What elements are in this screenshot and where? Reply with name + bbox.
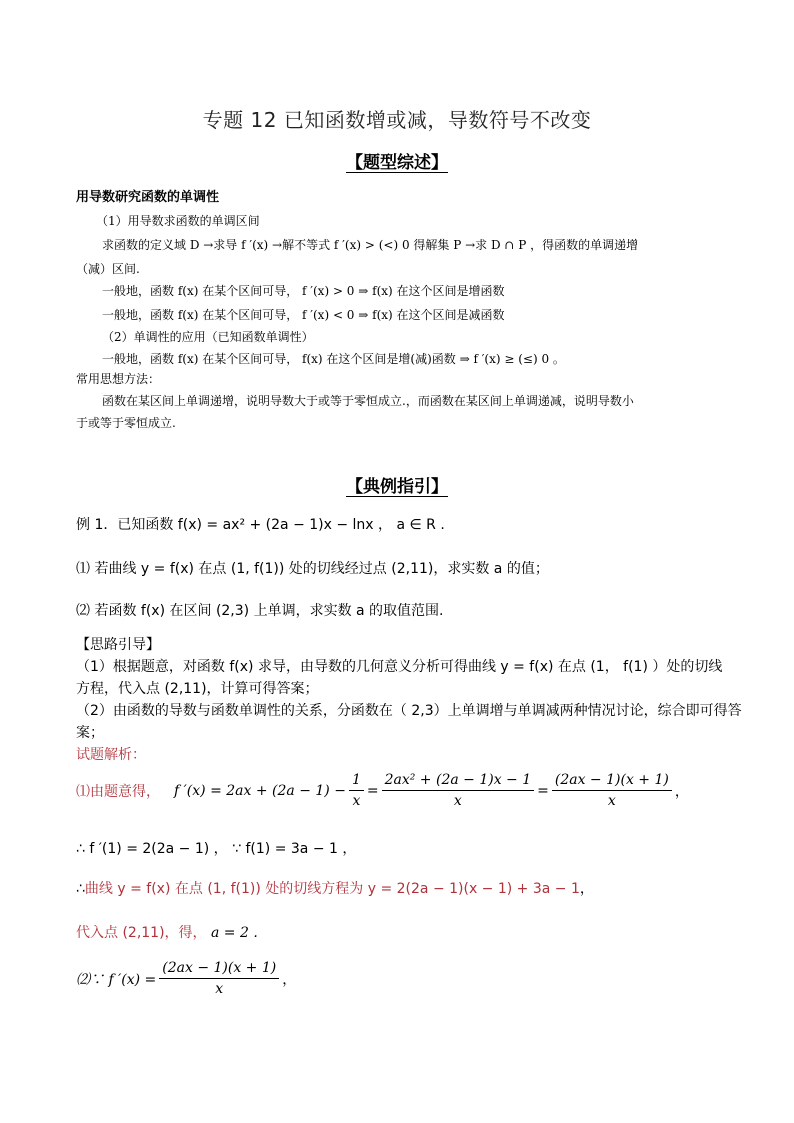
fraction-derivative bbox=[159, 960, 279, 997]
hint2-line-b: 案； bbox=[76, 725, 104, 741]
answer-a: a = 2 . bbox=[206, 925, 258, 941]
fraction-denominator: x bbox=[453, 793, 462, 809]
question2: ⑵ 若函数 f(x) 在区间 (2,3) 上单调，求实数 a 的取值范围. bbox=[76, 603, 444, 619]
substitute-point-text: 代入点 (2,11)，得， bbox=[76, 925, 207, 941]
step5-tail: ， bbox=[282, 971, 297, 988]
fraction-factored bbox=[552, 772, 672, 809]
method-line-a: 函数在某区间上单调递增，说明导数大于或等于零恒成立.，而函数在某区间上单调递减，说明导数小 bbox=[102, 394, 634, 408]
solution-step3 bbox=[76, 878, 594, 898]
overview-line2a: 求函数的定义域 D →求导 f ′(x) →解不等式 f ′(x) > (<) 0 得解集 P →求 D ∩ P ，得函数的单调递增 bbox=[102, 238, 639, 252]
hint-label: 【思路引导】 bbox=[76, 637, 160, 653]
solution-step1 bbox=[76, 772, 689, 809]
overview-line3: 一般地，函数 f(x) 在某个区间可导， f ′(x) > 0 ⇒ f(x) 在这个区间是增函数 bbox=[102, 284, 505, 298]
step3-tail: ， bbox=[579, 881, 594, 897]
fraction-1-over-x bbox=[349, 772, 364, 809]
solution-label: 试题解析： bbox=[76, 747, 146, 763]
overview-line2b: （减）区间. bbox=[76, 262, 140, 276]
fraction-numerator: 2ax² + (2a − 1)x − 1 bbox=[382, 772, 535, 791]
step1-tail: ， bbox=[674, 783, 689, 800]
example1-statement: 例 1．已知函数 f(x) = ax² + (2a − 1)x − lnx ， a ∈ R . bbox=[76, 517, 445, 533]
item1-label: （1）用导数求函数的单调区间 bbox=[96, 214, 260, 228]
hint1-line-a: （1）根据题意，对函数 f(x) 求导，由导数的几何意义分析可得曲线 y = f(x) 在点 (1， f(1) ）处的切线 bbox=[76, 659, 723, 675]
step1-prefix: ⑴由题意得， bbox=[76, 783, 160, 800]
fraction-expanded bbox=[382, 772, 535, 809]
item2-label: （2）单调性的应用（已知函数单调性） bbox=[102, 330, 314, 344]
equals-sign: = bbox=[366, 782, 379, 799]
hint2-line-a: （2）由函数的导数与函数单调性的关系，分函数在（ 2,3）上单调增与单调减两种情况讨论，综合即可得答 bbox=[76, 703, 742, 719]
solution-step5 bbox=[76, 960, 296, 997]
overview-heading: 【题型综述】 bbox=[346, 153, 448, 173]
fraction-numerator: (2ax − 1)(x + 1) bbox=[552, 772, 672, 791]
solution-step2: ∴ f ′(1) = 2(2a − 1) ， ∵ f(1) = 3a − 1 ， bbox=[76, 841, 357, 857]
method-label: 常用思想方法： bbox=[76, 372, 161, 386]
hint1-line-b: 方程，代入点 (2,11)，计算可得答案； bbox=[76, 681, 319, 697]
tangent-line-text: 曲线 y = f(x) 在点 (1, f(1)) 处的切线方程为 y = 2(2a − 1)(x − 1) + 3a − 1 bbox=[84, 881, 580, 897]
fraction-denominator: x bbox=[215, 981, 224, 997]
fraction-denominator: x bbox=[607, 793, 616, 809]
method-line-b: 于或等于零恒成立. bbox=[76, 416, 176, 430]
step5-prefix: ⑵∵ f ′(x) = bbox=[76, 971, 157, 988]
overview-subtitle: 用导数研究函数的单调性 bbox=[76, 190, 220, 205]
overview-line6: 一般地，函数 f(x) 在某个区间可导， f(x) 在这个区间是增(减)函数 ⇒ f ′(x) ≥ (≤) 0 。 bbox=[102, 352, 565, 366]
examples-heading: 【典例指引】 bbox=[346, 477, 448, 497]
step1-lhs: f ′(x) = 2ax + (2a − 1) − bbox=[174, 782, 346, 799]
question1: ⑴ 若曲线 y = f(x) 在点 (1, f(1)) 处的切线经过点 (2,11)，求实数 a 的值； bbox=[76, 561, 549, 577]
page-title: 专题 12 已知函数增或减，导数符号不改变 bbox=[202, 108, 592, 132]
solution-step4 bbox=[76, 922, 258, 942]
fraction-denominator: x bbox=[352, 793, 361, 809]
fraction-numerator: (2ax − 1)(x + 1) bbox=[159, 960, 279, 979]
therefore-symbol: ∴ bbox=[76, 881, 85, 897]
equals-sign: = bbox=[537, 782, 549, 799]
fraction-numerator: 1 bbox=[349, 772, 364, 791]
overview-line4: 一般地，函数 f(x) 在某个区间可导， f ′(x) < 0 ⇒ f(x) 在这个区间是减函数 bbox=[102, 308, 505, 322]
